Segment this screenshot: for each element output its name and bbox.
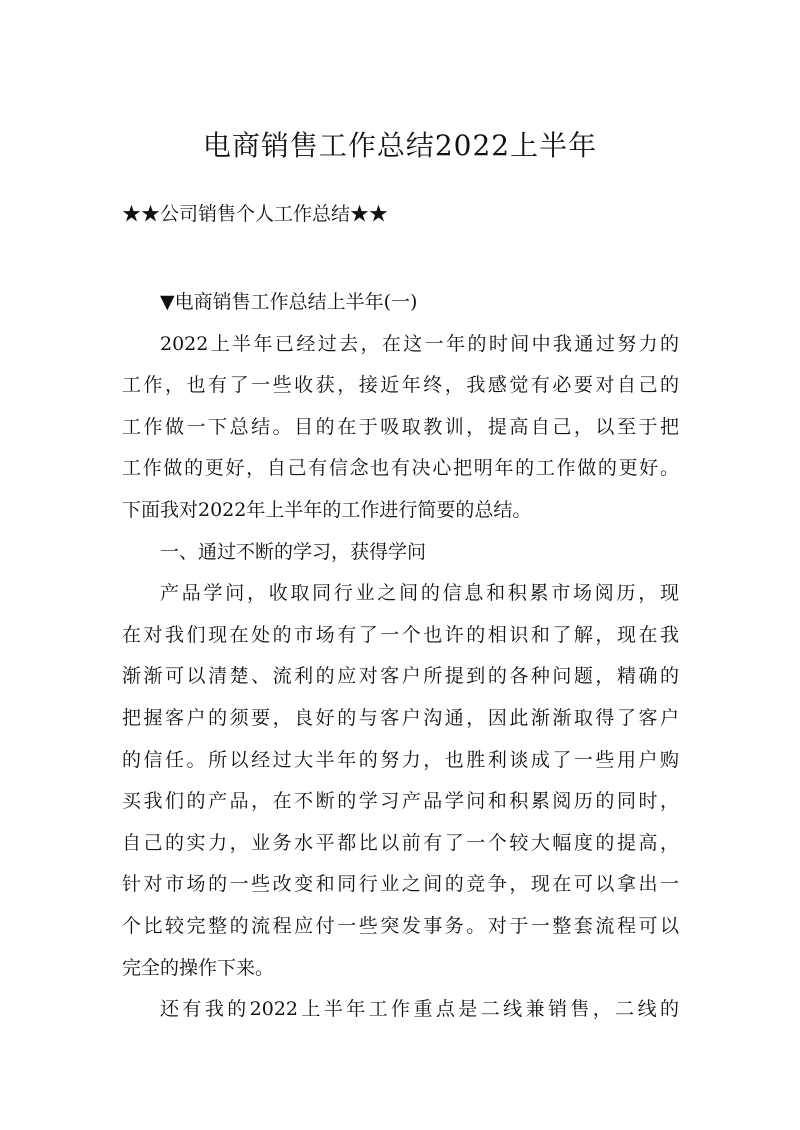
section-heading: ▼电商销售工作总结上半年(一) xyxy=(160,291,418,313)
paragraph-line: 工作做的更好，自己有信念也有决心把明年的工作做的更好。 xyxy=(122,457,679,480)
paragraph-line: 的信任。所以经过大半年的努力，也胜利谈成了一些用户购 xyxy=(122,748,679,771)
paragraph-line: 下面我对2022年上半年的工作进行简要的总结。 xyxy=(122,498,532,521)
section-heading: 一、通过不断的学习，获得学问 xyxy=(160,540,427,563)
paragraph-line: 自己的实力，业务水平都比以前有了一个较大幅度的提高， xyxy=(122,831,679,854)
paragraph-line: 工作，也有了一些收获，接近年终，我感觉有必要对自己的 xyxy=(122,374,679,397)
document-body xyxy=(122,282,679,1031)
paragraph-line: 还有我的2022上半年工作重点是二线兼销售，二线的 xyxy=(160,998,679,1021)
document-title: 电商销售工作总结2022上半年 xyxy=(202,129,598,162)
paragraph-line: 针对市场的一些改变和同行业之间的竞争，现在可以拿出一 xyxy=(122,873,679,896)
paragraph-line: 2022上半年已经过去，在这一年的时间中我通过努力的 xyxy=(160,332,679,355)
paragraph-line: 买我们的产品，在不断的学习产品学问和积累阅历的同时， xyxy=(122,790,679,813)
paragraph-line: 在对我们现在处的市场有了一个也许的相识和了解，现在我 xyxy=(122,623,679,646)
paragraph-line: 把握客户的须要，良好的与客户沟通，因此渐渐取得了客户 xyxy=(122,706,679,729)
paragraph-line: 渐渐可以清楚、流利的应对客户所提到的各种问题，精确的 xyxy=(122,665,679,688)
paragraph-line: 完全的操作下来。 xyxy=(122,956,275,979)
paragraph-line: 个比较完整的流程应付一些突发事务。对于一整套流程可以 xyxy=(122,914,679,937)
paragraph-line: 产品学问，收取同行业之间的信息和积累市场阅历，现 xyxy=(160,582,679,605)
document-subtitle: ★★公司销售个人工作总结★★ xyxy=(122,203,389,225)
paragraph-line: 工作做一下总结。目的在于吸取教训，提高自己，以至于把 xyxy=(122,415,679,438)
